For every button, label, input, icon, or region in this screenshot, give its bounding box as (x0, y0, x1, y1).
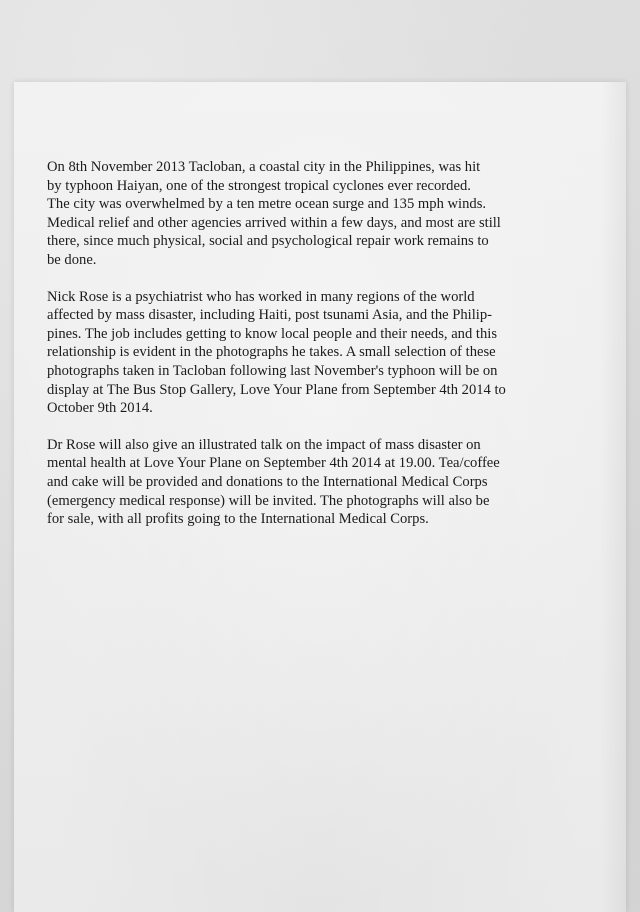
paper-edge-shadow (600, 82, 626, 912)
notice-paragraph-photographer: Nick Rose is a psychiatrist who has worked in many regions of the world affected by mass disaster, including Haiti, post tsunami Asia, and the Philip- pines. The job includes getting to know local people and their needs, and this relationship is evident in the photographs he takes. A small selection of these photographs taken in Tacloban following last November's typhoon will be on display at The Bus Stop Gallery, Love Your Plane from September 4th 2014 to October 9th 2014. (47, 288, 506, 417)
notice-paragraph-event: On 8th November 2013 Tacloban, a coastal city in the Philippines, was hit by typhoon Haiyan, one of the strongest tropical cyclones ever recorded. The city was overwhelmed by a ten metre ocean surge and 135 mph winds. Medical relief and other agencies arrived within a few days, and most are still there, since much physical, social and psychological repair work remains to be done. (47, 159, 501, 268)
notice-text (47, 158, 567, 547)
printed-notice-sheet (14, 82, 626, 912)
notice-paragraph-talk: Dr Rose will also give an illustrated talk on the impact of mass disaster on mental health at Love Your Plane on September 4th 2014 at 19.00. Tea/coffee and cake will be provided and donations to the International Medical Corps (emergency medical response) will be invited. The photographs will also be for sale, with all profits going to the International Medical Corps. (47, 436, 500, 528)
